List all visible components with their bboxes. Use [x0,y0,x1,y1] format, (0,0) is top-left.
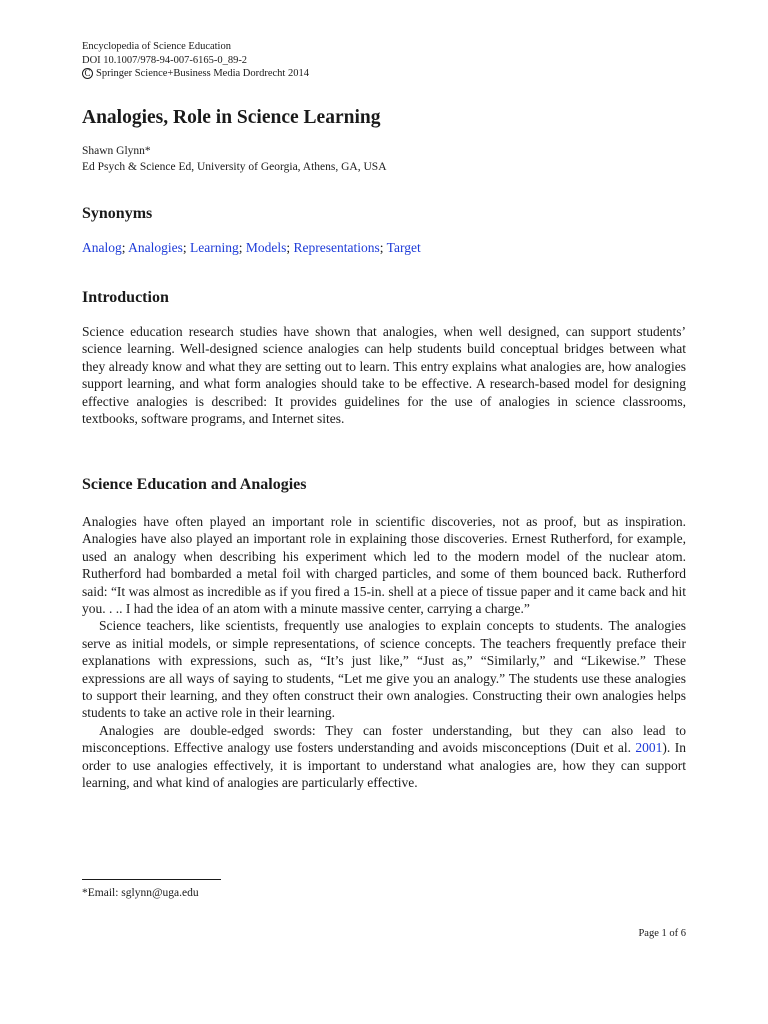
paragraph-3-text-end: ). In order to use analogies effectively, it is important to understand what analogies are, how they can support learning, and what kind of analogies are particularly effective. [82,740,686,791]
author-block [82,143,387,175]
article-title: Analogies, Role in Science Learning [82,107,381,128]
journal-name: Encyclopedia of Science Education [82,41,231,52]
synonyms-list [82,240,421,256]
synonym-link-target[interactable]: Target [386,240,421,255]
synonym-separator: ; [379,240,387,255]
copyright-icon: C [82,68,93,79]
synonym-separator: ; [238,240,246,255]
author-affiliation: Ed Psych & Science Ed, University of Georgia, Athens, GA, USA [82,161,387,173]
science-education-heading: Science Education and Analogies [82,476,307,493]
body-paragraph-3 [82,722,686,792]
author-name: Shawn Glynn* [82,145,151,157]
paragraph-3-text-start: Analogies are double-edged swords: They can foster understanding, but they can also lead to misconceptions. Effective analogy use fosters understanding and avoids misconceptions (Duit et al. [82,722,686,756]
science-education-body [82,513,686,792]
introduction-paragraph: Science education research studies have shown that analogies, when well designed, can support students’ science learning. Well-designed science analogies can help students build conceptual bridges between what they already know and what they are setting out to learn. This entry explains what analogies are, how analogies support learning, and what form analogies should take to be effective. A research-based model for designing effective analogies is described: It provides guidelines for the use of analogies in science classrooms, textbooks, software programs, and Internet sites. [82,324,686,427]
doi-line: DOI 10.1007/978-94-007-6165-0_89-2 [82,54,248,66]
page-number: Page 1 of 6 [638,928,686,939]
synonym-link-representations[interactable]: Representations [293,240,380,255]
footnote-divider [82,879,221,880]
copyright-line [82,67,309,81]
citation-link-2001[interactable]: 2001 [635,740,663,756]
synonym-link-analog[interactable]: Analog [82,240,122,255]
synonym-separator: ; [286,240,294,255]
body-paragraph-2: Science teachers, like scientists, frequently use analogies to explain concepts to students. The analogies serve as initial models, or simple representations, of science concepts. The teachers frequently preface their explanations with expressions, such as, “It’s just like,” “Just as,” “Similarly,” and “Likewise.” These expressions are all ways of saying to students, “Let me give you an analogy.” The students use these analogies to support their learning, and they often construct their own analogies. Constructing their own analogies helps students to take an active role in their learning. [82,618,686,721]
body-paragraph-1: Analogies have often played an important role in scientific discoveries, not as proof, but as inspiration. Analogies have also played an important role in explaining those discoveries. Ernest Rutherford, for example, used an analogy when describing his experiment which led to the modern model of the nuclear atom. Rutherford had bombarded a metal foil with charged particles, and some of them bounced back. Rutherford said: “It was almost as incredible as if you fired a 15-in. shell at a piece of tissue paper and it came back and hit you. . .. I had the idea of an atom with a minute massive center, carrying a charge.” [82,514,686,617]
synonyms-heading: Synonyms [82,205,153,222]
synonym-link-analogies[interactable]: Analogies [128,240,183,255]
footnote-email: *Email: sglynn@uga.edu [82,887,199,899]
synonym-link-learning[interactable]: Learning [190,240,239,255]
publication-header [82,40,309,81]
synonym-link-models[interactable]: Models [245,240,287,255]
copyright-text: Springer Science+Business Media Dordrecht 2014 [96,68,309,79]
synonym-separator: ; [182,240,191,255]
introduction-heading: Introduction [82,289,169,306]
synonym-separator: ; [121,240,129,255]
